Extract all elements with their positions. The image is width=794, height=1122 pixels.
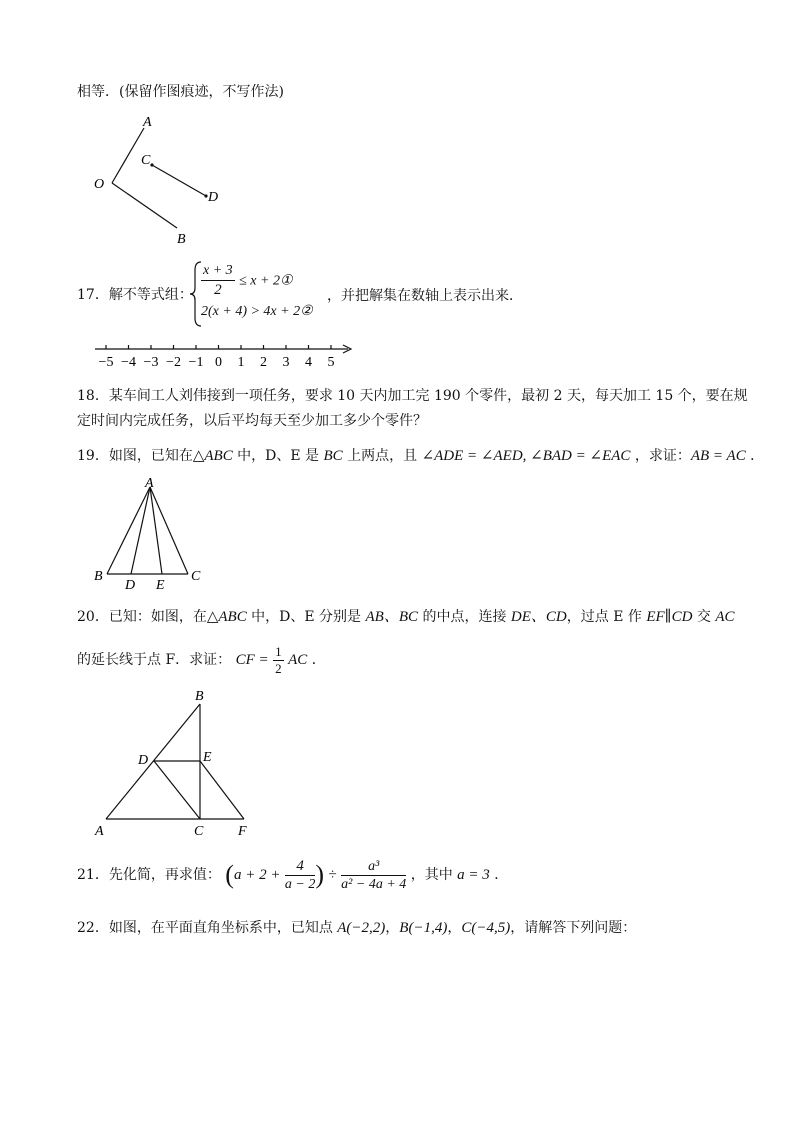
q20-label-a: A [95, 824, 104, 839]
number-line-tick-label: 1 [237, 355, 245, 370]
number-line-tick-label: 5 [327, 355, 335, 370]
fig16-label-b: B [177, 232, 186, 247]
number-line-tick-label: −4 [121, 355, 136, 370]
number-line-tick-label: 3 [282, 355, 290, 370]
q20-label-f: F [238, 824, 247, 839]
q18-line1: 18．某车间工人刘伟接到一项任务，要求 10 天内加工完 190 个零件，最初 2 天，每天加工 15 个，要在规 [77, 388, 748, 404]
q17-eq2: 2(x + 4) > 4x + 2② [201, 304, 313, 319]
top-line: 相等．(保留作图痕迹，不写作法) [77, 84, 284, 100]
number-line-tick-label: −2 [166, 355, 181, 370]
q19-label-d: D [125, 578, 136, 593]
number-line-tick-label: −5 [98, 355, 114, 370]
q19-label-a: A [145, 476, 154, 491]
fig16-label-d: D [208, 190, 219, 205]
q19-text: 19．如图，已知在△ABC 中，D、E 是 BC 上两点，且 ∠ADE = ∠AED, ∠BAD = ∠EAC ，求证：AB = AC ． [77, 448, 765, 464]
q19-label-c: C [191, 569, 201, 584]
q19-label-b: B [94, 569, 103, 584]
fig16-label-c: C [141, 153, 151, 168]
q20-label-b: B [195, 689, 204, 704]
q20-line2: 的延长线于点 F．求证： CF = $\frac{1}{2}$ AC ． [77, 643, 326, 676]
q17-eq1: $\frac{x + 3}{2}$ ≤ x + 2① [203, 263, 293, 298]
number-line-tick-label: 2 [260, 355, 267, 370]
q21-text: 21．先化简，再求值： (a + 2 + $\frac{4}{a - 2}$ ) ÷ $\frac{\text{a³}}{\text{a² − 4a + 4}}$ ，其中 a = 3 ． [77, 857, 509, 892]
number-line-tick-label: −1 [188, 355, 204, 370]
fig16-label-a: A [143, 115, 152, 130]
number-line-tick-label: 0 [215, 355, 222, 370]
fig16-label-o: O [94, 177, 105, 192]
q20-line1: 20．已知：如图，在△ABC 中，D、E 分别是 AB、BC 的中点，连接 DE、CD，过点 E 作 EF∥CD 交 AC [77, 609, 735, 625]
q20-label-e: E [203, 750, 212, 765]
q18-line2: 定时间内完成任务，以后平均每天至少加工多少个零件？ [77, 413, 427, 429]
q20-label-d: D [138, 753, 149, 768]
q19-label-e: E [156, 578, 165, 593]
q22-text: 22．如图，在平面直角坐标系中，已知点 A(−2,2)，B(−1,4)，C(−4,5)，请解答下列问题： [77, 920, 637, 936]
q17-tail: ，并把解集在数轴上表示出来． [327, 288, 523, 304]
number-line-tick-label: −3 [143, 355, 159, 370]
q17-number: 17．解不等式组： [77, 287, 193, 303]
q20-label-c: C [194, 824, 204, 839]
number-line-tick-label: 4 [305, 355, 312, 370]
